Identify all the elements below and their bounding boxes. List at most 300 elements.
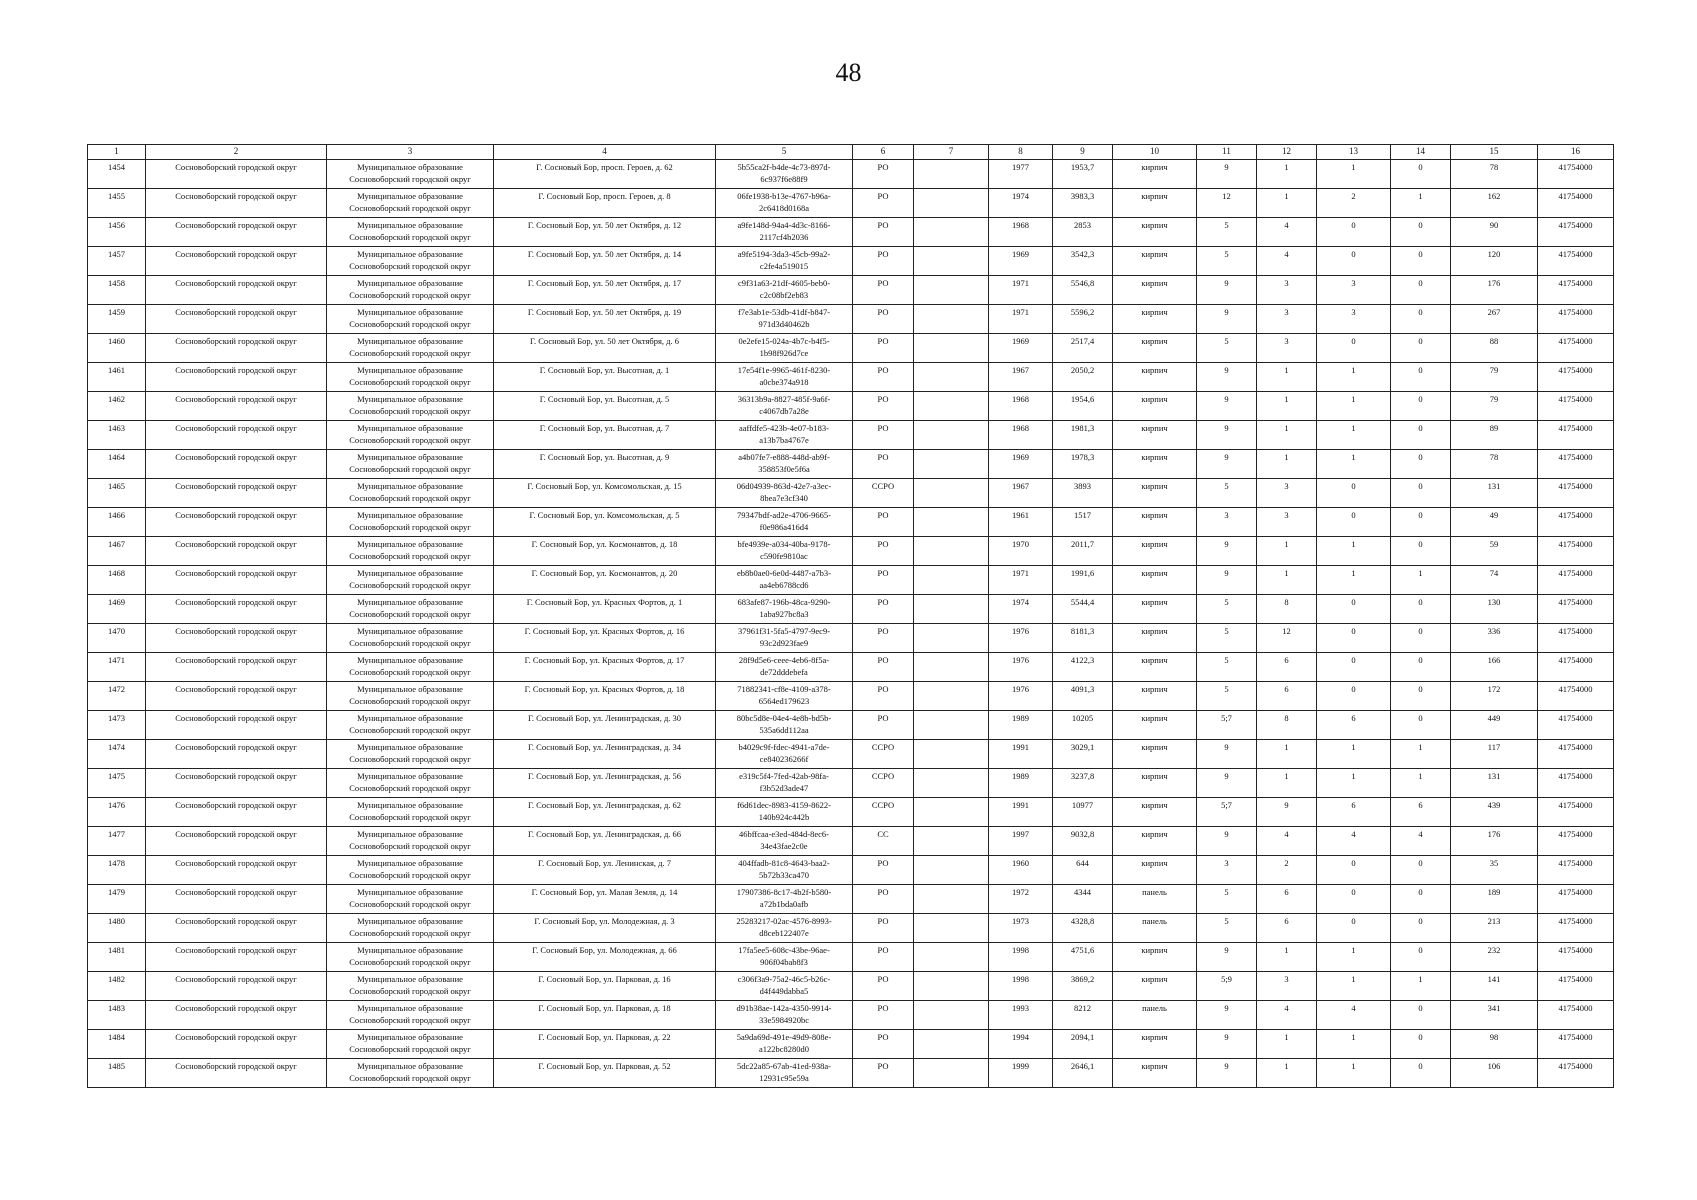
- table-cell: 1481: [88, 943, 146, 972]
- table-cell: 1969: [989, 334, 1053, 363]
- table-cell: 1972: [989, 885, 1053, 914]
- housing-registry-table: [87, 144, 1614, 1088]
- table-cell: 1: [1391, 769, 1451, 798]
- table-cell: 1970: [989, 537, 1053, 566]
- table-cell: 404ffadb-81c8-4643-baa2-5b72b33ca470: [716, 856, 853, 885]
- table-cell: Г. Сосновый Бор, просп. Героев, д. 62: [494, 160, 716, 189]
- table-cell: Г. Сосновый Бор, просп. Героев, д. 8: [494, 189, 716, 218]
- table-cell: 166: [1451, 653, 1538, 682]
- page-number: 48: [835, 58, 862, 87]
- column-header: 9: [1053, 145, 1113, 160]
- table-row: [88, 218, 1614, 247]
- table-cell: кирпич: [1113, 624, 1197, 653]
- table-cell: 1968: [989, 421, 1053, 450]
- table-cell: 25283217-02ac-4576-8993-d8ceb122407e: [716, 914, 853, 943]
- table-cell: кирпич: [1113, 798, 1197, 827]
- table-cell: 0: [1391, 1001, 1451, 1030]
- table-cell: 41754000: [1538, 740, 1614, 769]
- table-cell: 78: [1451, 160, 1538, 189]
- table-cell: 3: [1257, 972, 1317, 1001]
- table-cell: 5: [1197, 624, 1257, 653]
- table-cell: 0: [1317, 856, 1391, 885]
- table-cell: Муниципальное образование Сосновоборский городской округ: [327, 827, 494, 856]
- table-cell: 1485: [88, 1059, 146, 1088]
- table-cell: 3029,1: [1053, 740, 1113, 769]
- table-cell: 1482: [88, 972, 146, 1001]
- table-cell: РО: [853, 160, 914, 189]
- column-header: 16: [1538, 145, 1614, 160]
- table-cell: a9fe5194-3da3-45cb-99a2-c2fe4a519015: [716, 247, 853, 276]
- table-cell: Г. Сосновый Бор, ул. Парковая, д. 18: [494, 1001, 716, 1030]
- table-cell: 172: [1451, 682, 1538, 711]
- table-row: [88, 1059, 1614, 1088]
- table-cell: 1991,6: [1053, 566, 1113, 595]
- table-cell: [914, 856, 989, 885]
- table-cell: 0: [1317, 595, 1391, 624]
- table-cell: f6d61dec-8983-4159-8622-140b924c442b: [716, 798, 853, 827]
- table-cell: 5: [1197, 247, 1257, 276]
- table-cell: 1464: [88, 450, 146, 479]
- table-cell: 9: [1197, 305, 1257, 334]
- table-cell: РО: [853, 682, 914, 711]
- table-row: [88, 392, 1614, 421]
- table-cell: 1457: [88, 247, 146, 276]
- table-cell: 1: [1317, 769, 1391, 798]
- table-cell: [914, 624, 989, 653]
- table-cell: 8212: [1053, 1001, 1113, 1030]
- table-cell: [914, 653, 989, 682]
- table-cell: 1463: [88, 421, 146, 450]
- table-cell: Г. Сосновый Бор, ул. Красных Фортов, д. 1: [494, 595, 716, 624]
- table-cell: 0: [1317, 885, 1391, 914]
- table-cell: Сосновоборский городской округ: [146, 1001, 327, 1030]
- table-cell: 3: [1257, 305, 1317, 334]
- table-cell: Сосновоборский городской округ: [146, 711, 327, 740]
- table-cell: [914, 160, 989, 189]
- table-cell: 06fe1938-b13e-4767-b96a-2c6418d0168a: [716, 189, 853, 218]
- table-cell: 1998: [989, 943, 1053, 972]
- table-cell: 41754000: [1538, 160, 1614, 189]
- table-cell: кирпич: [1113, 421, 1197, 450]
- table-body: [88, 160, 1614, 1088]
- table-cell: 0: [1391, 856, 1451, 885]
- table-cell: [914, 740, 989, 769]
- table-cell: панель: [1113, 885, 1197, 914]
- table-cell: 1: [1317, 972, 1391, 1001]
- table-cell: 5a9da69d-491e-49d9-808e-a122bc8280d0: [716, 1030, 853, 1059]
- table-cell: 12: [1257, 624, 1317, 653]
- table-cell: кирпич: [1113, 653, 1197, 682]
- table-cell: Г. Сосновый Бор, ул. Космонавтов, д. 18: [494, 537, 716, 566]
- table-cell: 1459: [88, 305, 146, 334]
- table-cell: кирпич: [1113, 566, 1197, 595]
- table-cell: 1479: [88, 885, 146, 914]
- table-cell: кирпич: [1113, 276, 1197, 305]
- table-cell: [914, 189, 989, 218]
- table-cell: 8: [1257, 711, 1317, 740]
- table-cell: 336: [1451, 624, 1538, 653]
- table-cell: Сосновоборский городской округ: [146, 160, 327, 189]
- table-row: [88, 682, 1614, 711]
- table-cell: кирпич: [1113, 537, 1197, 566]
- column-header: 15: [1451, 145, 1538, 160]
- table-cell: Муниципальное образование Сосновоборский городской округ: [327, 276, 494, 305]
- table-cell: 1989: [989, 711, 1053, 740]
- table-cell: 3: [1257, 276, 1317, 305]
- table-cell: b4029c9f-fdec-4941-a7de-ce840236266f: [716, 740, 853, 769]
- table-cell: Сосновоборский городской округ: [146, 247, 327, 276]
- table-cell: Муниципальное образование Сосновоборский городской округ: [327, 1059, 494, 1088]
- table-cell: 3: [1197, 856, 1257, 885]
- table-cell: Муниципальное образование Сосновоборский городской округ: [327, 247, 494, 276]
- table-cell: Г. Сосновый Бор, ул. 50 лет Октября, д. 12: [494, 218, 716, 247]
- table-cell: 0: [1391, 160, 1451, 189]
- column-header: 2: [146, 145, 327, 160]
- table-cell: 41754000: [1538, 856, 1614, 885]
- column-header: 7: [914, 145, 989, 160]
- table-cell: РО: [853, 334, 914, 363]
- table-cell: Муниципальное образование Сосновоборский городской округ: [327, 305, 494, 334]
- table-cell: 41754000: [1538, 972, 1614, 1001]
- table-cell: РО: [853, 189, 914, 218]
- table-cell: 1: [1391, 972, 1451, 1001]
- table-cell: Сосновоборский городской округ: [146, 682, 327, 711]
- table-cell: Г. Сосновый Бор, ул. Ленинградская, д. 56: [494, 769, 716, 798]
- table-cell: 41754000: [1538, 1059, 1614, 1088]
- column-header: 3: [327, 145, 494, 160]
- table-cell: Муниципальное образование Сосновоборский городской округ: [327, 479, 494, 508]
- table-cell: 2011,7: [1053, 537, 1113, 566]
- table-cell: Сосновоборский городской округ: [146, 885, 327, 914]
- table-row: [88, 334, 1614, 363]
- table-cell: 79347bdf-ad2e-4706-9665-f0e986a416d4: [716, 508, 853, 537]
- table-cell: Муниципальное образование Сосновоборский городской округ: [327, 595, 494, 624]
- table-cell: 1: [1317, 363, 1391, 392]
- table-cell: РО: [853, 595, 914, 624]
- table-cell: Муниципальное образование Сосновоборский городской округ: [327, 769, 494, 798]
- table-cell: 41754000: [1538, 247, 1614, 276]
- table-cell: 1: [1317, 450, 1391, 479]
- table-cell: 0: [1391, 421, 1451, 450]
- table-cell: 0: [1317, 653, 1391, 682]
- table-cell: e319c5f4-7fed-42ab-98fa-f3b52d3ade47: [716, 769, 853, 798]
- table-cell: 4: [1317, 827, 1391, 856]
- table-cell: 6: [1257, 885, 1317, 914]
- table-cell: [914, 769, 989, 798]
- table-cell: 90: [1451, 218, 1538, 247]
- table-cell: Муниципальное образование Сосновоборский городской округ: [327, 1001, 494, 1030]
- table-cell: кирпич: [1113, 1030, 1197, 1059]
- table-cell: ССРО: [853, 798, 914, 827]
- table-cell: 8181,3: [1053, 624, 1113, 653]
- table-cell: 41754000: [1538, 479, 1614, 508]
- table-cell: 1960: [989, 856, 1053, 885]
- table-cell: 41754000: [1538, 653, 1614, 682]
- table-cell: 41754000: [1538, 769, 1614, 798]
- table-cell: 74: [1451, 566, 1538, 595]
- table-cell: Муниципальное образование Сосновоборский городской округ: [327, 537, 494, 566]
- table-row: [88, 305, 1614, 334]
- table-cell: 9032,8: [1053, 827, 1113, 856]
- table-cell: 41754000: [1538, 508, 1614, 537]
- table-cell: 1977: [989, 160, 1053, 189]
- table-cell: РО: [853, 885, 914, 914]
- table-cell: 1993: [989, 1001, 1053, 1030]
- table-cell: 6: [1317, 798, 1391, 827]
- table-row: [88, 595, 1614, 624]
- table-cell: Г. Сосновый Бор, ул. Молодежная, д. 3: [494, 914, 716, 943]
- table-cell: 1454: [88, 160, 146, 189]
- table-cell: 3893: [1053, 479, 1113, 508]
- table-cell: 0: [1391, 305, 1451, 334]
- table-cell: панель: [1113, 914, 1197, 943]
- table-row: [88, 769, 1614, 798]
- table-cell: Сосновоборский городской округ: [146, 363, 327, 392]
- table-cell: 449: [1451, 711, 1538, 740]
- table-cell: 131: [1451, 479, 1538, 508]
- table-cell: 9: [1197, 943, 1257, 972]
- table-cell: 0: [1391, 914, 1451, 943]
- table-cell: кирпич: [1113, 740, 1197, 769]
- table-cell: 5596,2: [1053, 305, 1113, 334]
- table-cell: [914, 711, 989, 740]
- table-cell: 1: [1257, 421, 1317, 450]
- table-cell: Муниципальное образование Сосновоборский городской округ: [327, 740, 494, 769]
- table-cell: 4344: [1053, 885, 1113, 914]
- table-cell: Г. Сосновый Бор, ул. Ленинградская, д. 30: [494, 711, 716, 740]
- table-cell: 8: [1257, 595, 1317, 624]
- table-cell: Сосновоборский городской округ: [146, 450, 327, 479]
- table-cell: Сосновоборский городской округ: [146, 798, 327, 827]
- table-row: [88, 827, 1614, 856]
- table-cell: [914, 450, 989, 479]
- table-cell: 41754000: [1538, 421, 1614, 450]
- table-cell: 1474: [88, 740, 146, 769]
- table-cell: 71882341-cf8e-4109-a378-6564ed179623: [716, 682, 853, 711]
- table-cell: 1461: [88, 363, 146, 392]
- column-header: 5: [716, 145, 853, 160]
- table-cell: 176: [1451, 827, 1538, 856]
- table-cell: [914, 1030, 989, 1059]
- table-cell: Г. Сосновый Бор, ул. Ленинградская, д. 66: [494, 827, 716, 856]
- table-cell: 9: [1197, 160, 1257, 189]
- table-cell: Г. Сосновый Бор, ул. Высотная, д. 1: [494, 363, 716, 392]
- table-cell: 1991: [989, 798, 1053, 827]
- table-cell: [914, 392, 989, 421]
- table-cell: Муниципальное образование Сосновоборский городской округ: [327, 189, 494, 218]
- table-cell: 5546,8: [1053, 276, 1113, 305]
- table-cell: [914, 595, 989, 624]
- table-cell: Сосновоборский городской округ: [146, 653, 327, 682]
- table-cell: Сосновоборский городской округ: [146, 566, 327, 595]
- table-cell: 232: [1451, 943, 1538, 972]
- table-cell: 9: [1197, 827, 1257, 856]
- table-cell: c306f3a9-75a2-46c5-b26c-d4f449dabba5: [716, 972, 853, 1001]
- table-cell: 162: [1451, 189, 1538, 218]
- table-cell: 1: [1257, 769, 1317, 798]
- table-cell: РО: [853, 392, 914, 421]
- table-cell: кирпич: [1113, 769, 1197, 798]
- table-cell: c9f31a63-21df-4605-beb0-c2c08bf2eb83: [716, 276, 853, 305]
- table-cell: Сосновоборский городской округ: [146, 305, 327, 334]
- table-cell: 41754000: [1538, 595, 1614, 624]
- table-cell: 1969: [989, 450, 1053, 479]
- table-row: [88, 566, 1614, 595]
- table-cell: Г. Сосновый Бор, ул. Малая Земля, д. 14: [494, 885, 716, 914]
- table-cell: РО: [853, 1001, 914, 1030]
- header-row: [88, 145, 1614, 160]
- table-cell: 1: [1257, 392, 1317, 421]
- table-cell: 1466: [88, 508, 146, 537]
- table-cell: 1: [1317, 740, 1391, 769]
- table-cell: 1465: [88, 479, 146, 508]
- table-cell: 1460: [88, 334, 146, 363]
- table-cell: Муниципальное образование Сосновоборский городской округ: [327, 160, 494, 189]
- table-cell: Г. Сосновый Бор, ул. 50 лет Октября, д. 14: [494, 247, 716, 276]
- table-cell: 1971: [989, 276, 1053, 305]
- table-cell: 1: [1317, 421, 1391, 450]
- table-cell: bfe4939e-a034-40ba-9178-c590fe9810ac: [716, 537, 853, 566]
- table-cell: 1997: [989, 827, 1053, 856]
- table-cell: 120: [1451, 247, 1538, 276]
- table-cell: 6: [1257, 914, 1317, 943]
- table-cell: 1484: [88, 1030, 146, 1059]
- table-cell: 41754000: [1538, 943, 1614, 972]
- table-cell: 1969: [989, 247, 1053, 276]
- table-cell: Муниципальное образование Сосновоборский городской округ: [327, 334, 494, 363]
- table-cell: РО: [853, 624, 914, 653]
- table-cell: 17fa5ee5-608c-43be-96ae-906f04bab8f3: [716, 943, 853, 972]
- table-cell: 1: [1257, 450, 1317, 479]
- table-cell: Муниципальное образование Сосновоборский городской округ: [327, 972, 494, 1001]
- table-cell: 41754000: [1538, 566, 1614, 595]
- table-cell: [914, 972, 989, 1001]
- table-cell: 0: [1317, 624, 1391, 653]
- table-cell: 1967: [989, 479, 1053, 508]
- table-cell: 1: [1317, 392, 1391, 421]
- table-cell: 0: [1391, 363, 1451, 392]
- table-cell: Муниципальное образование Сосновоборский городской округ: [327, 856, 494, 885]
- table-cell: 36313b9a-8827-485f-9a6f-c4067db7a28e: [716, 392, 853, 421]
- table-cell: Г. Сосновый Бор, ул. Парковая, д. 52: [494, 1059, 716, 1088]
- column-header: 10: [1113, 145, 1197, 160]
- table-cell: Г. Сосновый Бор, ул. 50 лет Октября, д. 19: [494, 305, 716, 334]
- table-cell: 2: [1257, 856, 1317, 885]
- table-cell: 0: [1317, 218, 1391, 247]
- table-cell: 1: [1317, 1030, 1391, 1059]
- table-cell: Г. Сосновый Бор, ул. Красных Фортов, д. 16: [494, 624, 716, 653]
- table-cell: 3: [1317, 305, 1391, 334]
- table-cell: 9: [1257, 798, 1317, 827]
- table-cell: [914, 508, 989, 537]
- table-row: [88, 653, 1614, 682]
- table-cell: 1: [1257, 943, 1317, 972]
- table-cell: 1467: [88, 537, 146, 566]
- table-cell: 41754000: [1538, 363, 1614, 392]
- table-cell: Муниципальное образование Сосновоборский городской округ: [327, 508, 494, 537]
- table-row: [88, 1001, 1614, 1030]
- table-cell: Г. Сосновый Бор, ул. Высотная, д. 5: [494, 392, 716, 421]
- table-cell: СС: [853, 827, 914, 856]
- table-cell: 6: [1391, 798, 1451, 827]
- table-cell: Сосновоборский городской округ: [146, 827, 327, 856]
- table-cell: 1: [1257, 363, 1317, 392]
- column-header: 13: [1317, 145, 1391, 160]
- table-cell: Сосновоборский городской округ: [146, 740, 327, 769]
- table-cell: Г. Сосновый Бор, ул. Молодежная, д. 66: [494, 943, 716, 972]
- table-cell: 1967: [989, 363, 1053, 392]
- table-cell: кирпич: [1113, 972, 1197, 1001]
- table-header: [88, 145, 1614, 160]
- table-cell: Сосновоборский городской округ: [146, 479, 327, 508]
- table-cell: 0: [1317, 334, 1391, 363]
- table-cell: 1: [1257, 160, 1317, 189]
- table-cell: 1976: [989, 653, 1053, 682]
- table-cell: eb8b0ae0-6e0d-4487-a7b3-aa4eb6788cd6: [716, 566, 853, 595]
- table-cell: Муниципальное образование Сосновоборский городской округ: [327, 421, 494, 450]
- table-cell: кирпич: [1113, 682, 1197, 711]
- table-cell: 9: [1197, 450, 1257, 479]
- table-cell: 79: [1451, 363, 1538, 392]
- table-cell: 1981,3: [1053, 421, 1113, 450]
- table-cell: 5: [1197, 885, 1257, 914]
- table-row: [88, 537, 1614, 566]
- table-cell: 28f9d5e6-ceee-4eb6-8f5a-de72dddebefa: [716, 653, 853, 682]
- table-row: [88, 247, 1614, 276]
- table-cell: 5: [1197, 334, 1257, 363]
- table-cell: кирпич: [1113, 595, 1197, 624]
- table-cell: a9fe148d-94a4-4d3c-8166-2117cf4b2036: [716, 218, 853, 247]
- table-cell: 1473: [88, 711, 146, 740]
- table-cell: 3237,8: [1053, 769, 1113, 798]
- table-cell: Муниципальное образование Сосновоборский городской округ: [327, 1030, 494, 1059]
- table-cell: Муниципальное образование Сосновоборский городской округ: [327, 711, 494, 740]
- table-cell: 4: [1257, 1001, 1317, 1030]
- table-row: [88, 363, 1614, 392]
- table-cell: [914, 537, 989, 566]
- table-cell: 0: [1391, 595, 1451, 624]
- table-cell: Муниципальное образование Сосновоборский городской округ: [327, 943, 494, 972]
- table-cell: 4: [1391, 827, 1451, 856]
- table-cell: 3: [1317, 276, 1391, 305]
- table-cell: 9: [1197, 740, 1257, 769]
- table-cell: 5544,4: [1053, 595, 1113, 624]
- table-cell: 5dc22a85-67ab-41ed-938a-12931c95e59a: [716, 1059, 853, 1088]
- table-cell: 41754000: [1538, 711, 1614, 740]
- table-cell: 1989: [989, 769, 1053, 798]
- table-row: [88, 972, 1614, 1001]
- table-cell: 41754000: [1538, 450, 1614, 479]
- table-cell: [914, 1001, 989, 1030]
- table-cell: 9: [1197, 392, 1257, 421]
- table-cell: 1: [1257, 189, 1317, 218]
- table-cell: [914, 682, 989, 711]
- table-cell: 6: [1317, 711, 1391, 740]
- table-cell: 1469: [88, 595, 146, 624]
- table-cell: 1974: [989, 189, 1053, 218]
- table-cell: 1968: [989, 218, 1053, 247]
- table-cell: Муниципальное образование Сосновоборский городской округ: [327, 624, 494, 653]
- table-row: [88, 508, 1614, 537]
- table-cell: 106: [1451, 1059, 1538, 1088]
- table-cell: 37961f31-5fa5-4797-9ec9-93c2d923fae9: [716, 624, 853, 653]
- table-cell: 1517: [1053, 508, 1113, 537]
- table-cell: 41754000: [1538, 305, 1614, 334]
- table-row: [88, 421, 1614, 450]
- table-cell: 1: [1391, 189, 1451, 218]
- table-cell: кирпич: [1113, 479, 1197, 508]
- table-cell: 1483: [88, 1001, 146, 1030]
